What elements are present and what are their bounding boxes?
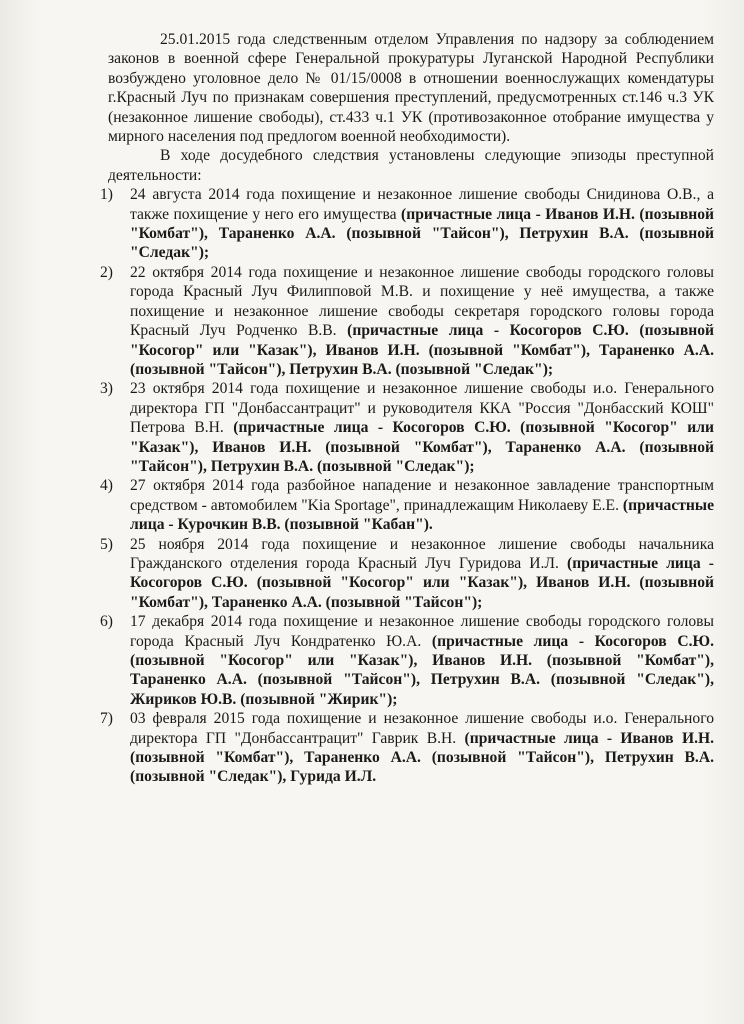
episode-involved-persons: (причастные лица - Косогоров С.Ю. (позывной "Косогор" или "Казак"), Иванов И.Н. (позывной "Комбат"), Тараненко А.А. (позывной "Тайсон"), Петрухин В.А. (позывной "Следак"); (130, 419, 714, 475)
episode-text: 27 октября 2014 года разбойное нападение и незаконное завладение транспортным средством - автомобилем "Kia Sportage", принадлежащим Николаеву Е.Е. (130, 477, 714, 514)
episode-text: 03 февраля 2015 года похищение и незаконное лишение свободы и.о. Генерального директора ГП "Донбассантрацит" Гаврик В.Н. (130, 710, 714, 747)
episode-number: 5) (100, 535, 113, 553)
episode-item (100, 535, 714, 613)
episode-item (100, 263, 714, 379)
episode-number: 4) (100, 477, 113, 495)
episodes-list (100, 185, 715, 787)
episode-item (100, 476, 714, 534)
episode-number: 1) (100, 186, 113, 204)
episode-text: 25 ноября 2014 года похищение и незаконное лишение свободы начальника Гражданского отделения города Красный Луч Гуридова И.Л. (130, 535, 714, 572)
episode-involved-persons: (причастные лица - Курочкин В.В. (позывной "Кабан"). (130, 496, 714, 534)
episode-text: 24 августа 2014 года похищение и незаконное лишение свободы Снидинова О.В., а также похищение у него его имущества (130, 186, 714, 223)
episode-involved-persons: (причастные лица - Косогоров С.Ю. (позывной "Косогор" или "Казак"), Иванов И.Н. (позывной "Комбат"), Тараненко А.А. (позывной "Тайсон"); (130, 554, 714, 611)
episode-number: 6) (100, 613, 113, 631)
episode-item (100, 185, 714, 263)
episode-involved-persons: (причастные лица - Иванов И.Н. (позывной "Комбат"), Тараненко А.А. (позывной "Тайсон"), Петрухин В.А. (позывной "Следак"); (130, 205, 715, 262)
episode-item (100, 612, 714, 709)
episode-item (100, 379, 714, 476)
intro-paragraph: 25.01.2015 года следственным отделом Управления по надзору за соблюдением законов в военной сфере Генеральной прокуратуры Луганской Народной Республики возбуждено уголовное дело № 01/15/0008 в отношении военнослужащих комендатуры г.Красный Луч по признакам совершения преступлений, предусмотренных ст.146 ч.3 УК (незаконное лишение свободы), ст.433 ч.1 УК (противозаконное отобрание имущества у мирного населения под предлогом военной необходимости). (108, 31, 714, 146)
episodes-lead-paragraph: В ходе досудебного следствия установлены следующие эпизоды преступной деятельности: (108, 147, 714, 184)
episode-number: 2) (100, 263, 113, 281)
episode-item (100, 709, 714, 787)
episode-involved-persons: (причастные лица - Косогоров С.Ю. (позывной "Косогор" или "Казак"), Иванов И.Н. (позывной "Комбат"), Тараненко А.А. (позывной "Тайсон"), Петрухин В.А. (позывной "Следак"), Жириков Ю.В. (позывной "Жирик"); (130, 632, 714, 708)
episode-involved-persons: (причастные лица - Косогоров С.Ю. (позывной "Косогор" или "Казак"), Иванов И.Н. (позывной "Комбат"), Тараненко А.А. (позывной "Тайсон"), Петрухин В.А. (позывной "Следак"); (130, 322, 715, 378)
episode-text: 17 декабря 2014 года похищение и незаконное лишение свободы городского головы города Красный Луч Кондратенко Ю.А. (130, 613, 714, 650)
episode-involved-persons: (причастные лица - Иванов И.Н. (позывной "Комбат"), Тараненко А.А. (позывной "Тайсон"), Петрухин В.А. (позывной "Следак"), Гурида И.Л. (130, 729, 714, 786)
episode-text: 23 октября 2014 года похищение и незаконное лишение свободы и.о. Генерального директора ГП "Донбассантрацит" и руководителя ККА "Россия "Донбасский КОШ" Петрова В.Н. (130, 380, 714, 437)
episode-number: 7) (100, 710, 113, 728)
episode-text: 22 октября 2014 года похищение и незаконное лишение свободы городского головы города Красный Луч Филипповой М.В. и похищение у неё имущества, а также похищение и незаконное лишение свободы секретаря городского головы города Красный Луч Родченко В.В. (130, 263, 714, 340)
episode-number: 3) (100, 380, 113, 398)
